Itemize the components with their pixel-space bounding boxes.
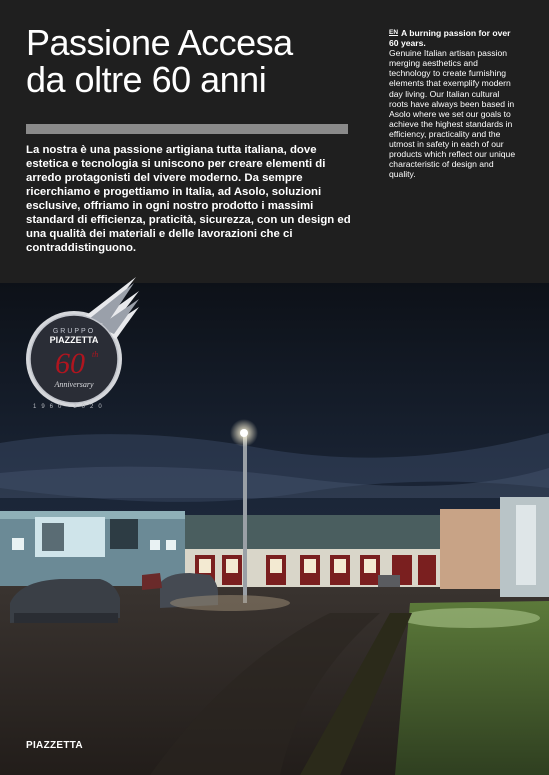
italian-body-text: La nostra è una passione artigiana tutta italiana, dove estetica e tecnologia si uniscono per creare elementi di arredo protagonisti del vivere moderno. Da sempre ricerchiamo e progettiamo in Italia, ad Asolo, soluzioni esclusive, offriamo in ogni nostro prodotto i massimi standard di efficienza, praticità, sicurezza, con un design ed una qualità dei materiali e delle lavorazioni che ci contraddistinguono. — [26, 144, 351, 254]
logo-brand-text: PIAZZETTA — [49, 335, 99, 345]
logo-years-text: 1960-2020 — [33, 404, 107, 410]
page-title — [26, 24, 366, 98]
english-body: Genuine Italian artisan passion merging aesthetics and technology to create furnishing elements that exemplify modern day living. Our Italian cultural roots have always been based in Asolo where we set our goals to achieve the highest standards in efficiency, practicality and the utmost in safety in each of our products which reflect our unique characteristic of design and quality. — [389, 48, 516, 180]
footer-brand: PIAZZETTA — [26, 740, 83, 751]
language-tag: EN — [389, 29, 399, 36]
title-line-1: Passione Accesa — [26, 22, 293, 63]
divider-bar — [26, 124, 348, 134]
logo-anniversary-text: Anniversary — [54, 380, 94, 389]
logo-gruppo-text: GRUPPO — [52, 328, 96, 335]
english-heading: A burning passion for over 60 years. — [389, 28, 511, 49]
piazzetta-60th-anniversary-logo — [24, 277, 139, 417]
english-text-block — [389, 28, 519, 179]
logo-suffix-text: th — [92, 350, 99, 359]
title-line-2: da oltre 60 anni — [26, 59, 267, 100]
logo-number-text: 60 — [55, 347, 85, 380]
